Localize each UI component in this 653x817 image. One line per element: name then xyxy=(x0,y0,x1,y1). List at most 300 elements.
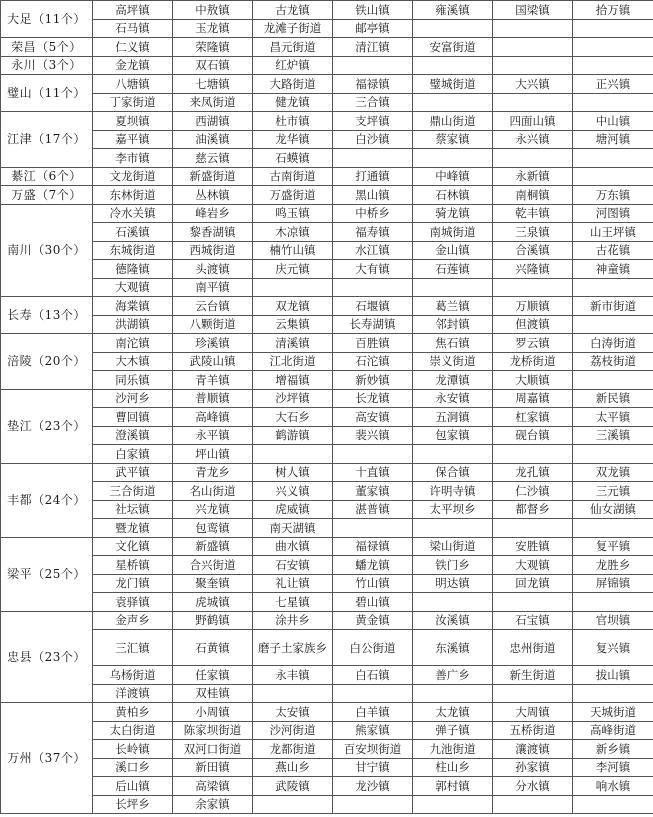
region-name-cell: 永川（3个） xyxy=(1,56,93,75)
town-cell: 兴龙镇 xyxy=(173,500,253,519)
table-row xyxy=(1,684,653,703)
region-name-cell: 大足（11个） xyxy=(1,1,93,38)
town-cell: 铁山镇 xyxy=(333,1,413,20)
town-cell xyxy=(493,56,573,75)
town-cell: 官坝镇 xyxy=(573,611,653,630)
town-cell: 竹山镇 xyxy=(333,574,413,593)
town-cell: 太平坝乡 xyxy=(413,500,493,519)
town-cell: 丛林镇 xyxy=(173,186,253,205)
town-cell: 大石乡 xyxy=(253,408,333,427)
town-cell: 袁驿镇 xyxy=(93,593,173,612)
town-cell: 国梁镇 xyxy=(493,1,573,20)
town-cell: 三溪镇 xyxy=(573,426,653,445)
town-cell: 大顺镇 xyxy=(493,371,573,390)
town-cell xyxy=(573,56,653,75)
town-cell: 长岭镇 xyxy=(93,740,173,759)
town-cell xyxy=(333,445,413,464)
town-cell xyxy=(413,278,493,297)
town-cell: 三泉镇 xyxy=(493,223,573,242)
town-cell: 玉龙镇 xyxy=(173,19,253,38)
town-cell: 龙桥街道 xyxy=(493,352,573,371)
town-cell: 野鹤镇 xyxy=(173,611,253,630)
town-cell: 雍溪镇 xyxy=(413,1,493,20)
town-cell: 古花镇 xyxy=(573,241,653,260)
town-cell: 涂井乡 xyxy=(253,611,333,630)
town-cell: 拔山镇 xyxy=(573,666,653,685)
town-cell: 新市街道 xyxy=(573,297,653,316)
town-cell: 文龙街道 xyxy=(93,167,173,186)
town-cell: 天城街道 xyxy=(573,703,653,722)
town-cell xyxy=(333,278,413,297)
town-cell xyxy=(493,795,573,814)
town-cell: 七星镇 xyxy=(253,593,333,612)
town-cell: 油溪镇 xyxy=(173,130,253,149)
town-cell: 许明寺镇 xyxy=(413,482,493,501)
table-row xyxy=(1,223,653,242)
table-row xyxy=(1,666,653,685)
town-cell: 董家镇 xyxy=(333,482,413,501)
town-cell: 善广乡 xyxy=(413,666,493,685)
town-cell: 白公街道 xyxy=(333,630,413,666)
town-cell: 白羊镇 xyxy=(333,703,413,722)
town-cell: 碧山镇 xyxy=(333,593,413,612)
table-row xyxy=(1,445,653,464)
town-cell: 荣隆镇 xyxy=(173,38,253,57)
town-cell: 青羊镇 xyxy=(173,371,253,390)
town-cell: 瀼渡镇 xyxy=(493,740,573,759)
town-cell: 骑龙镇 xyxy=(413,204,493,223)
town-cell: 长寿湖镇 xyxy=(333,315,413,334)
town-cell: 坪山镇 xyxy=(173,445,253,464)
town-cell: 十直镇 xyxy=(333,463,413,482)
town-cell xyxy=(413,445,493,464)
town-cell: 冷水关镇 xyxy=(93,204,173,223)
town-cell: 三元镇 xyxy=(573,482,653,501)
town-cell xyxy=(413,795,493,814)
town-cell: 蟠龙镇 xyxy=(333,556,413,575)
table-row xyxy=(1,703,653,722)
town-cell xyxy=(573,371,653,390)
town-cell: 永兴镇 xyxy=(493,130,573,149)
town-cell: 安富街道 xyxy=(413,38,493,57)
town-cell xyxy=(573,93,653,112)
town-cell: 昌元街道 xyxy=(253,38,333,57)
town-cell: 邻封镇 xyxy=(413,315,493,334)
town-cell: 河图镇 xyxy=(573,204,653,223)
town-cell: 璧城街道 xyxy=(413,75,493,94)
town-cell: 复平镇 xyxy=(573,537,653,556)
town-cell: 福禄镇 xyxy=(333,75,413,94)
town-cell xyxy=(573,38,653,57)
town-cell: 南城街道 xyxy=(413,223,493,242)
town-cell: 崇义街道 xyxy=(413,352,493,371)
town-cell: 虎威镇 xyxy=(253,500,333,519)
town-cell: 聚奎镇 xyxy=(173,574,253,593)
town-cell: 大周镇 xyxy=(493,703,573,722)
town-cell: 仁义镇 xyxy=(93,38,173,57)
town-cell: 罗云镇 xyxy=(493,334,573,353)
town-cell: 周嘉镇 xyxy=(493,389,573,408)
table-row xyxy=(1,758,653,777)
town-cell: 安胜镇 xyxy=(493,537,573,556)
table-row xyxy=(1,408,653,427)
table-row xyxy=(1,482,653,501)
table-row xyxy=(1,777,653,796)
town-cell: 柱山乡 xyxy=(413,758,493,777)
town-cell: 百胜镇 xyxy=(333,334,413,353)
table-row xyxy=(1,149,653,168)
town-cell: 葛兰镇 xyxy=(413,297,493,316)
town-cell: 新民镇 xyxy=(573,389,653,408)
region-name-cell: 长寿（13个） xyxy=(1,297,93,334)
table-row xyxy=(1,389,653,408)
town-cell: 燕山乡 xyxy=(253,758,333,777)
town-cell: 礼让镇 xyxy=(253,574,333,593)
table-row xyxy=(1,556,653,575)
town-cell: 长龙镇 xyxy=(333,389,413,408)
table-row xyxy=(1,93,653,112)
town-cell: 大兴镇 xyxy=(493,75,573,94)
region-name-cell: 梁平（25个） xyxy=(1,537,93,611)
table-row xyxy=(1,241,653,260)
town-cell: 虎城镇 xyxy=(173,593,253,612)
town-cell: 龙华镇 xyxy=(253,130,333,149)
table-row xyxy=(1,1,653,20)
town-cell: 鸣玉镇 xyxy=(253,204,333,223)
table-row xyxy=(1,630,653,666)
town-cell: 八塘镇 xyxy=(93,75,173,94)
town-cell: 清溪镇 xyxy=(253,334,333,353)
town-cell: 庆元镇 xyxy=(253,260,333,279)
town-cell xyxy=(253,445,333,464)
table-row xyxy=(1,593,653,612)
town-cell: 龙胜乡 xyxy=(573,556,653,575)
town-cell: 中山镇 xyxy=(573,112,653,131)
table-row xyxy=(1,75,653,94)
town-cell: 木凉镇 xyxy=(253,223,333,242)
town-cell: 三合街道 xyxy=(93,482,173,501)
town-cell: 黎香湖镇 xyxy=(173,223,253,242)
table-row xyxy=(1,574,653,593)
town-cell: 万东镇 xyxy=(573,186,653,205)
town-cell: 回龙镇 xyxy=(493,574,573,593)
town-cell: 新盛街道 xyxy=(173,167,253,186)
town-cell: 云集镇 xyxy=(253,315,333,334)
region-name-cell: 南川（30个） xyxy=(1,204,93,297)
town-cell: 大有镇 xyxy=(333,260,413,279)
town-cell: 龙潭镇 xyxy=(413,371,493,390)
town-cell: 金山镇 xyxy=(413,241,493,260)
town-cell: 万盛街道 xyxy=(253,186,333,205)
town-cell: 支坪镇 xyxy=(333,112,413,131)
town-cell: 石蟆镇 xyxy=(253,149,333,168)
town-cell: 南沱镇 xyxy=(93,334,173,353)
town-cell: 砚台镇 xyxy=(493,426,573,445)
table-row xyxy=(1,186,653,205)
town-cell: 太安镇 xyxy=(253,703,333,722)
town-cell: 万顺镇 xyxy=(493,297,573,316)
table-row xyxy=(1,721,653,740)
town-cell: 熊家镇 xyxy=(333,721,413,740)
town-cell: 南桐镇 xyxy=(493,186,573,205)
town-cell: 白沙镇 xyxy=(333,130,413,149)
town-cell: 分水镇 xyxy=(493,777,573,796)
town-cell: 新生街道 xyxy=(493,666,573,685)
town-cell: 永平镇 xyxy=(173,426,253,445)
town-cell: 嘉平镇 xyxy=(93,130,173,149)
town-cell: 石堰镇 xyxy=(333,297,413,316)
town-cell: 水江镇 xyxy=(333,241,413,260)
region-name-cell: 璧山（11个） xyxy=(1,75,93,112)
town-cell: 永丰镇 xyxy=(253,666,333,685)
town-cell: 响水镇 xyxy=(573,777,653,796)
town-cell: 石莲镇 xyxy=(413,260,493,279)
table-row xyxy=(1,112,653,131)
town-cell: 洋渡镇 xyxy=(93,684,173,703)
town-cell xyxy=(333,149,413,168)
town-cell: 新乡镇 xyxy=(573,740,653,759)
town-cell: 双河口街道 xyxy=(173,740,253,759)
town-cell: 仙女湖镇 xyxy=(573,500,653,519)
table-row xyxy=(1,500,653,519)
region-name-cell: 江津（17个） xyxy=(1,112,93,168)
town-cell: 星桥镇 xyxy=(93,556,173,575)
town-cell: 中敖镇 xyxy=(173,1,253,20)
town-cell: 七塘镇 xyxy=(173,75,253,94)
town-cell xyxy=(413,149,493,168)
town-cell xyxy=(413,684,493,703)
town-cell xyxy=(333,56,413,75)
town-cell: 名山街道 xyxy=(173,482,253,501)
town-cell: 峰岩乡 xyxy=(173,204,253,223)
town-cell: 高坪镇 xyxy=(93,1,173,20)
town-cell: 暨龙镇 xyxy=(93,519,173,538)
town-cell: 溪口乡 xyxy=(93,758,173,777)
town-cell: 来凤街道 xyxy=(173,93,253,112)
town-cell: 高梁镇 xyxy=(173,777,253,796)
town-cell: 仁沙镇 xyxy=(493,482,573,501)
town-cell: 石宝镇 xyxy=(493,611,573,630)
town-cell: 高安镇 xyxy=(333,408,413,427)
table-body xyxy=(1,1,653,814)
town-cell xyxy=(573,149,653,168)
town-cell xyxy=(573,315,653,334)
town-cell xyxy=(573,167,653,186)
town-cell: 李河镇 xyxy=(573,758,653,777)
town-cell: 杠家镇 xyxy=(493,408,573,427)
town-cell: 增福镇 xyxy=(253,371,333,390)
town-cell: 保合镇 xyxy=(413,463,493,482)
town-cell xyxy=(493,684,573,703)
town-cell: 曲水镇 xyxy=(253,537,333,556)
town-cell xyxy=(573,445,653,464)
town-cell: 鼎山街道 xyxy=(413,112,493,131)
town-cell: 大观镇 xyxy=(93,278,173,297)
town-cell: 高峰镇 xyxy=(173,408,253,427)
table-row xyxy=(1,334,653,353)
table-row xyxy=(1,519,653,538)
town-cell: 李市镇 xyxy=(93,149,173,168)
town-cell: 龙孔镇 xyxy=(493,463,573,482)
town-cell: 白石镇 xyxy=(333,666,413,685)
town-cell: 金龙镇 xyxy=(93,56,173,75)
town-cell: 荔枝街道 xyxy=(573,352,653,371)
table-row xyxy=(1,56,653,75)
town-cell xyxy=(333,519,413,538)
table-row xyxy=(1,352,653,371)
town-cell: 任家镇 xyxy=(173,666,253,685)
town-cell: 八颗街道 xyxy=(173,315,253,334)
town-cell: 古龙镇 xyxy=(253,1,333,20)
town-cell: 高峰街道 xyxy=(573,721,653,740)
town-cell: 慈云镇 xyxy=(173,149,253,168)
town-cell: 白涛街道 xyxy=(573,334,653,353)
town-cell: 弹子镇 xyxy=(413,721,493,740)
town-cell: 双石镇 xyxy=(173,56,253,75)
town-cell: 双桂镇 xyxy=(173,684,253,703)
town-cell: 沙坪镇 xyxy=(253,389,333,408)
region-name-cell: 万州（37个） xyxy=(1,703,93,814)
town-cell: 明达镇 xyxy=(413,574,493,593)
town-cell: 中峰镇 xyxy=(413,167,493,186)
town-cell: 郭村镇 xyxy=(413,777,493,796)
town-cell xyxy=(493,93,573,112)
town-cell: 黄柏乡 xyxy=(93,703,173,722)
town-cell: 九池街道 xyxy=(413,740,493,759)
town-cell: 梁山街道 xyxy=(413,537,493,556)
town-cell: 沙河街道 xyxy=(253,721,333,740)
town-cell: 屏锦镇 xyxy=(573,574,653,593)
town-cell: 神童镇 xyxy=(573,260,653,279)
town-cell: 珍溪镇 xyxy=(173,334,253,353)
town-cell: 塘河镇 xyxy=(573,130,653,149)
table-row xyxy=(1,463,653,482)
town-cell: 拾万镇 xyxy=(573,1,653,20)
town-cell: 双龙镇 xyxy=(573,463,653,482)
town-cell: 但渡镇 xyxy=(493,315,573,334)
table-row xyxy=(1,315,653,334)
town-cell: 打通镇 xyxy=(333,167,413,186)
town-cell: 古南街道 xyxy=(253,167,333,186)
town-cell: 大木镇 xyxy=(93,352,173,371)
town-cell: 兴义镇 xyxy=(253,482,333,501)
town-cell xyxy=(333,795,413,814)
town-cell: 蔡家镇 xyxy=(413,130,493,149)
town-cell: 同乐镇 xyxy=(93,371,173,390)
table-row xyxy=(1,795,653,814)
town-cell: 龙滩子街道 xyxy=(253,19,333,38)
town-cell: 文化镇 xyxy=(93,537,173,556)
region-name-cell: 涪陵（20个） xyxy=(1,334,93,390)
town-cell: 陈家坝街道 xyxy=(173,721,253,740)
town-cell: 龙沙镇 xyxy=(333,777,413,796)
region-name-cell: 丰都（24个） xyxy=(1,463,93,537)
town-cell: 石林镇 xyxy=(413,186,493,205)
town-cell: 楠竹山镇 xyxy=(253,241,333,260)
region-name-cell: 荣昌（5个） xyxy=(1,38,93,57)
town-cell: 福寿镇 xyxy=(333,223,413,242)
town-cell xyxy=(573,684,653,703)
town-cell: 兴隆镇 xyxy=(493,260,573,279)
town-cell xyxy=(413,593,493,612)
town-cell xyxy=(413,56,493,75)
town-cell: 头渡镇 xyxy=(173,260,253,279)
town-cell: 江北街道 xyxy=(253,352,333,371)
town-cell: 乾丰镇 xyxy=(493,204,573,223)
town-cell: 长坪乡 xyxy=(93,795,173,814)
town-cell: 东林街道 xyxy=(93,186,173,205)
town-cell: 龙门镇 xyxy=(93,574,173,593)
town-cell xyxy=(493,19,573,38)
town-cell: 太平镇 xyxy=(573,408,653,427)
table-row xyxy=(1,611,653,630)
table-row xyxy=(1,297,653,316)
town-cell: 健龙镇 xyxy=(253,93,333,112)
town-cell: 五桥街道 xyxy=(493,721,573,740)
town-cell: 正兴镇 xyxy=(573,75,653,94)
town-cell xyxy=(573,19,653,38)
town-cell: 复兴镇 xyxy=(573,630,653,666)
table-row xyxy=(1,204,653,223)
town-cell: 南天湖镇 xyxy=(253,519,333,538)
town-cell xyxy=(493,149,573,168)
town-cell: 小周镇 xyxy=(173,703,253,722)
table-row xyxy=(1,260,653,279)
town-cell xyxy=(493,445,573,464)
town-cell: 黄金镇 xyxy=(333,611,413,630)
town-cell: 杜市镇 xyxy=(253,112,333,131)
town-cell xyxy=(493,519,573,538)
town-cell: 海棠镇 xyxy=(93,297,173,316)
town-cell: 白家镇 xyxy=(93,445,173,464)
town-cell: 红炉镇 xyxy=(253,56,333,75)
town-cell: 中桥乡 xyxy=(333,204,413,223)
town-cell xyxy=(333,684,413,703)
town-cell: 永新镇 xyxy=(493,167,573,186)
town-cell: 湛普镇 xyxy=(333,500,413,519)
town-cell: 新盛镇 xyxy=(173,537,253,556)
town-cell: 余家镇 xyxy=(173,795,253,814)
table-row xyxy=(1,426,653,445)
town-cell: 西城街道 xyxy=(173,241,253,260)
town-cell: 澄溪镇 xyxy=(93,426,173,445)
town-cell: 邮亭镇 xyxy=(333,19,413,38)
town-cell: 包鸾镇 xyxy=(173,519,253,538)
town-cell: 石黄镇 xyxy=(173,630,253,666)
town-cell: 南平镇 xyxy=(173,278,253,297)
town-cell xyxy=(413,19,493,38)
town-cell xyxy=(573,519,653,538)
town-cell: 黑山镇 xyxy=(333,186,413,205)
town-cell: 太龙镇 xyxy=(413,703,493,722)
town-cell: 大观镇 xyxy=(493,556,573,575)
region-name-cell: 垫江（23个） xyxy=(1,389,93,463)
town-cell: 武陵山镇 xyxy=(173,352,253,371)
table-row xyxy=(1,278,653,297)
town-cell: 大路街道 xyxy=(253,75,333,94)
town-cell xyxy=(573,795,653,814)
table-row xyxy=(1,130,653,149)
town-cell: 合溪镇 xyxy=(493,241,573,260)
town-cell: 双龙镇 xyxy=(253,297,333,316)
table-row xyxy=(1,167,653,186)
town-cell: 德隆镇 xyxy=(93,260,173,279)
region-name-cell: 綦江（6个） xyxy=(1,167,93,186)
town-cell: 丁家街道 xyxy=(93,93,173,112)
town-cell: 三合镇 xyxy=(333,93,413,112)
town-cell xyxy=(493,278,573,297)
town-cell: 包家镇 xyxy=(413,426,493,445)
